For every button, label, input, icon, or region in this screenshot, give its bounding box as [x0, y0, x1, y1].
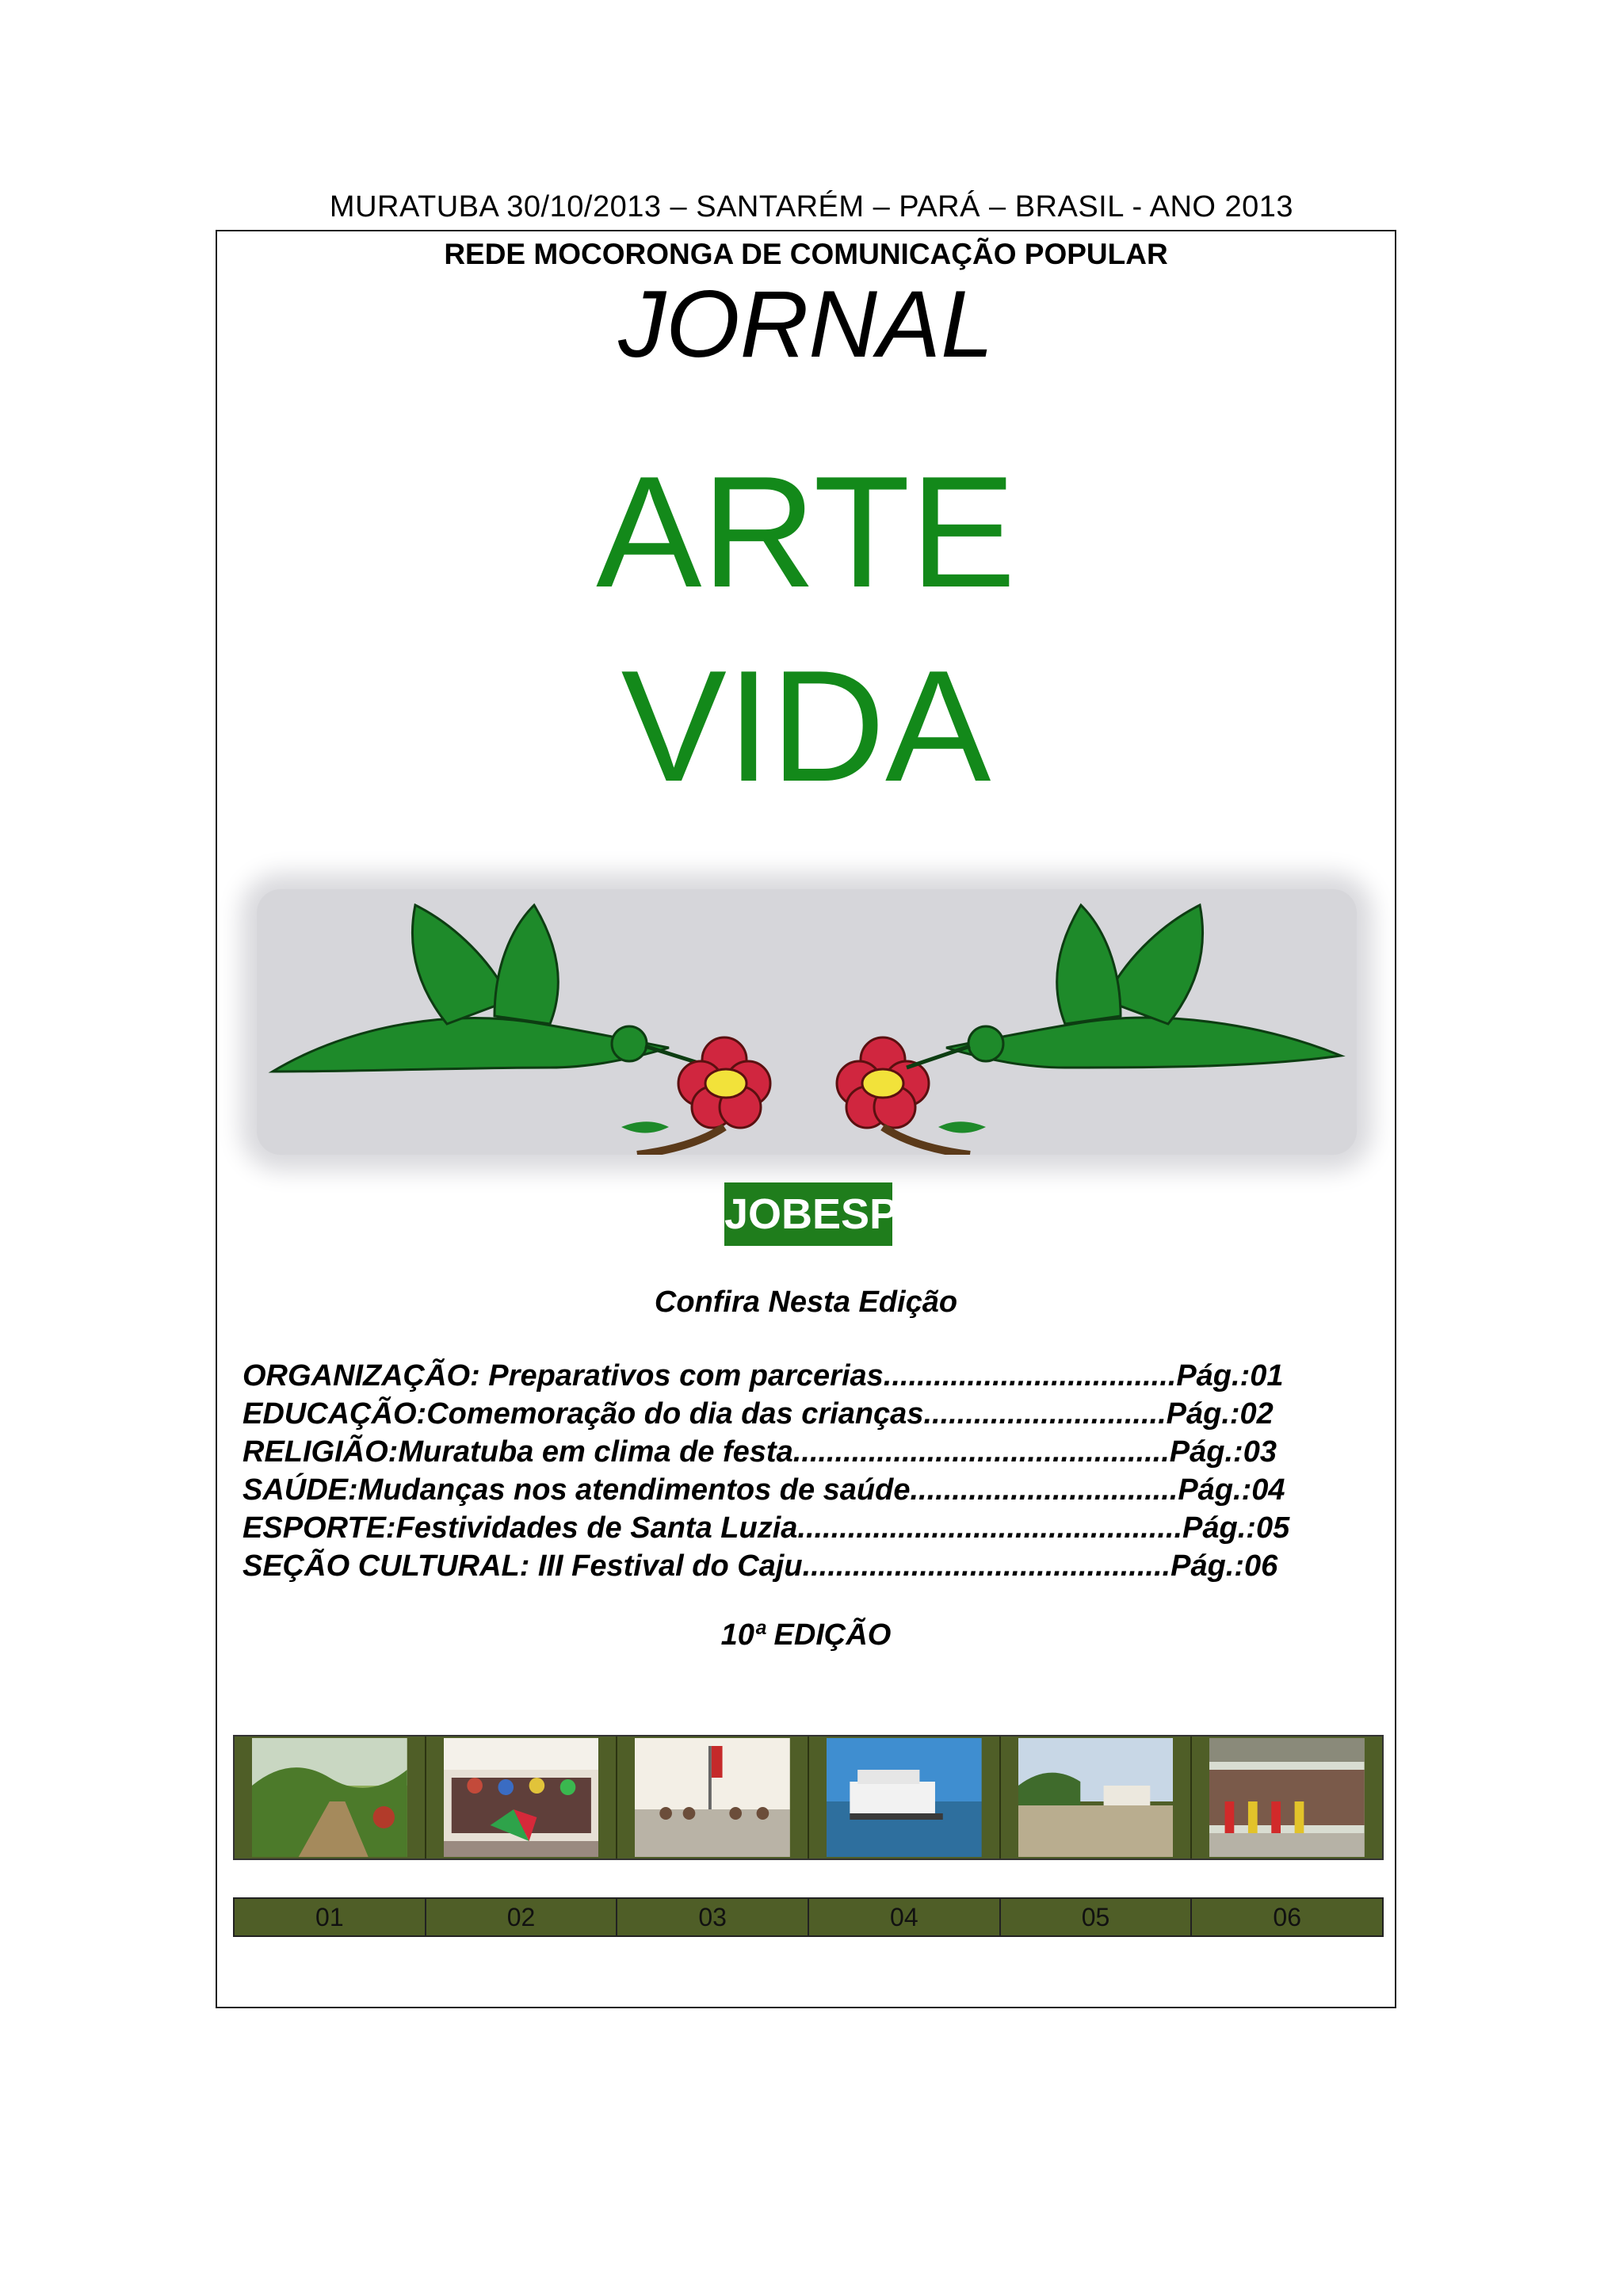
toc-item: SAÚDE:Mudanças nos atendimentos de saúde................................Pág.:04	[242, 1473, 1285, 1507]
photo-cell-01	[235, 1736, 426, 1859]
photo-village-field	[1018, 1738, 1174, 1857]
photo-festival-dancers	[1209, 1738, 1365, 1857]
photo-cell-05	[1001, 1736, 1193, 1859]
photo-number-row	[233, 1897, 1384, 1937]
photo-number: 03	[617, 1899, 809, 1935]
photo-forest-path	[252, 1738, 407, 1857]
photo-number: 01	[235, 1899, 426, 1935]
network-name: REDE MOCORONGA DE COMUNICAÇÃO POPULAR	[444, 238, 1168, 270]
toc-item: EDUCAÇÃO:Comemoração do dia das crianças.............................Pág.:02	[242, 1397, 1274, 1431]
toc-item: ESPORTE:Festividades de Santa Luzia..............................................Pág.:05	[242, 1511, 1290, 1545]
photo-cell-02	[426, 1736, 618, 1859]
photo-number: 06	[1273, 1903, 1301, 1931]
right-hummingbird	[907, 905, 1341, 1068]
photo-strip	[233, 1735, 1384, 1860]
photo-flag-gathering	[635, 1738, 790, 1857]
cover-frame	[216, 230, 1396, 2008]
title-line-1: ARTE	[596, 444, 1016, 621]
contents-heading: Confira Nesta Edição	[654, 1286, 958, 1319]
right-flower	[837, 1037, 986, 1155]
left-hummingbird	[273, 905, 701, 1072]
photo-number: 02	[426, 1899, 618, 1935]
kicker: JORNAL	[618, 271, 994, 377]
photo-cell-03	[617, 1736, 809, 1859]
hummingbird-banner	[257, 889, 1357, 1155]
hummingbird-illustration	[257, 889, 1357, 1155]
photo-number: 05	[1001, 1899, 1193, 1935]
photo-cell-06	[1192, 1736, 1382, 1859]
table-of-contents	[242, 1357, 1384, 1585]
photo-cell-04	[809, 1736, 1001, 1859]
edition-label: 10ª EDIÇÃO	[720, 1618, 892, 1652]
photo-children-group	[444, 1738, 599, 1857]
toc-item: RELIGIÃO:Muratuba em clima de festa.............................................Pág.:03	[242, 1435, 1277, 1469]
jobesp-badge: JOBESP	[724, 1182, 892, 1246]
toc-item: SEÇÃO CULTURAL: III Festival do Caju............................................Pág.:06	[242, 1549, 1278, 1583]
dateline: MURATUBA 30/10/2013 – SANTARÉM – PARÁ – BRASIL - ANO 2013	[329, 190, 1294, 223]
title-line-2: VIDA	[621, 638, 991, 815]
photo-number: 04	[809, 1899, 1001, 1935]
photo-river-boat	[827, 1738, 982, 1857]
toc-item: ORGANIZAÇÃO: Preparativos com parcerias...................................Pág.:01	[242, 1359, 1284, 1392]
